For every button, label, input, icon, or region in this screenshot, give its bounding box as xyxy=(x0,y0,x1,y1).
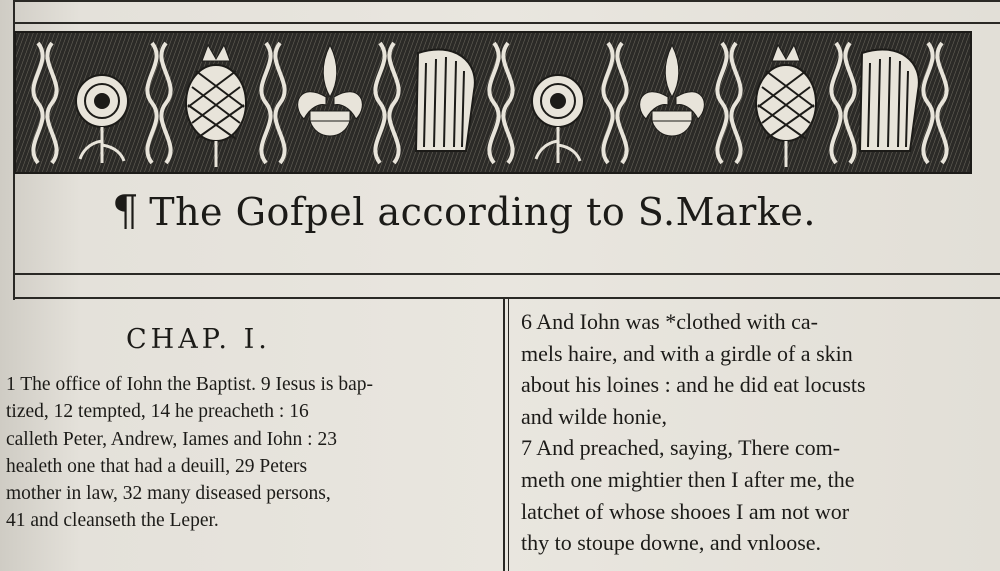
pilcrow-mark: ¶ xyxy=(112,186,140,235)
top-rule xyxy=(14,0,1000,2)
verse-line: meth one mightier then I after me, the xyxy=(521,466,855,492)
ornamental-band xyxy=(14,31,972,174)
summary-line: tized, 12 tempted, 14 he preacheth : 16 xyxy=(6,401,309,423)
right-column xyxy=(513,300,1000,571)
column-divider-2 xyxy=(508,299,509,571)
title-rule-lower xyxy=(14,297,1000,299)
verse-line: 7 And preached, saying, There com- xyxy=(521,435,841,461)
chapter-summary xyxy=(6,371,492,535)
summary-line: healeth one that had a deuill, 29 Peters xyxy=(6,455,308,477)
left-column xyxy=(0,300,495,571)
summary-line: 41 and cleanseth the Leper. xyxy=(6,510,219,532)
top-rule-2 xyxy=(14,22,1000,24)
verse-text xyxy=(521,306,1000,559)
column-divider xyxy=(503,299,505,571)
harp-icon xyxy=(416,49,475,151)
verse-line: and wilde honie, xyxy=(521,403,668,429)
page-title xyxy=(112,186,912,235)
verse-line: 6 And Iohn was *clothed with ca- xyxy=(521,309,818,334)
verse-line: mels haire, and with a girdle of a skin xyxy=(521,340,853,366)
gospel-title: The Gofpel according to S.Marke. xyxy=(149,190,816,234)
summary-line: calleth Peter, Andrew, Iames and Iohn : 23 xyxy=(6,428,337,450)
chapter-heading: CHAP. I. xyxy=(126,324,271,355)
ornament-svg xyxy=(16,33,970,172)
title-rule-upper xyxy=(14,273,1000,275)
verse-line: thy to stoupe downe, and vnloose. xyxy=(521,530,822,556)
verse-line: latchet of whose shooes I am not wor xyxy=(521,498,850,524)
verse-line: about his loines : and he did eat locusts xyxy=(521,372,866,398)
harp-icon xyxy=(860,49,919,151)
summary-line: mother in law, 32 many diseased persons, xyxy=(6,483,331,505)
summary-line: 1 The office of Iohn the Baptist. 9 Iesus is bap- xyxy=(6,374,373,395)
